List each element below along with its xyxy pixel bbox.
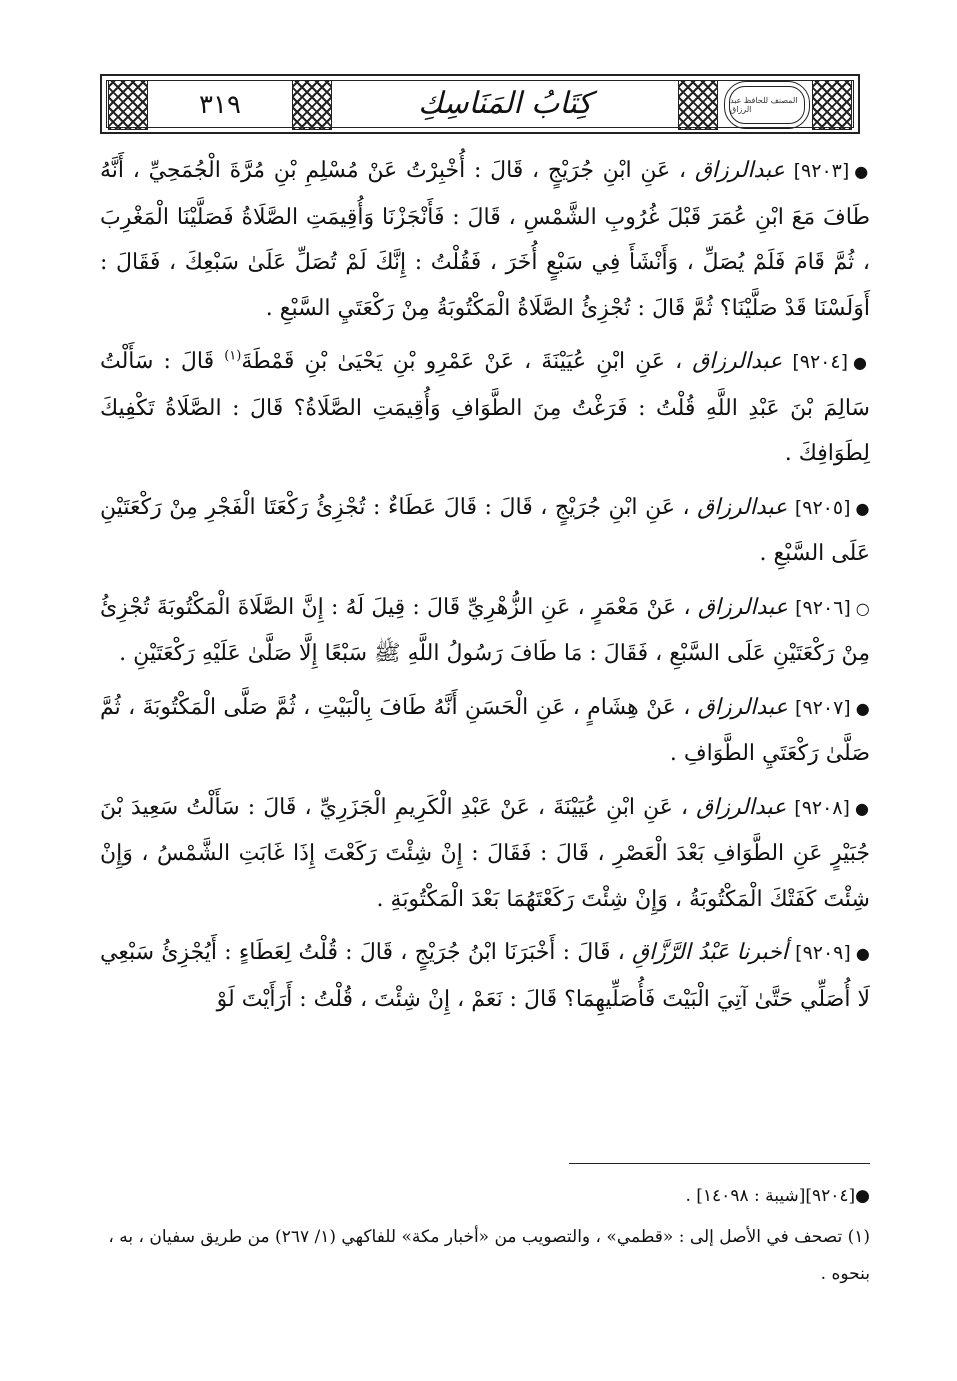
entry-marker: ●	[854, 798, 870, 818]
entry-number: [٩٢٠٦]	[795, 596, 851, 619]
footnote-divider	[569, 1163, 870, 1164]
entry-text: ، عَنِ ابْنِ عُيَيْنَةَ ، عَنْ عَمْرِو بْنِ يَحْيَىٰ بْنِ قَمْطَةَ	[241, 349, 683, 374]
entry-number: [٩٢٠٨]	[794, 796, 850, 819]
hadith-entry	[100, 585, 870, 677]
ornament-right-inner	[678, 80, 718, 130]
entry-number: [٩٢٠٧]	[795, 696, 851, 719]
ornament-right-outer	[812, 80, 852, 130]
entry-text: ، عَنْ مَعْمَرٍ ، عَنِ الزُّهْرِيِّ قَالَ : قِيلَ لَهُ : إِنَّ الصَّلَاةَ الْمَكْتُوبَةَ تُجْزِئُ مِنْ رَكْعَتَيْنِ عَلَى السَّبْعِ ، فَقَالَ : مَا طَافَ رَسُولُ اللَّهِ ﷺ سَبْعًا إِلَّا صَلَّىٰ عَلَيْهِ رَكْعَتَيْنِ .	[100, 594, 870, 666]
hadith-entry	[100, 148, 870, 331]
main-text	[100, 148, 870, 1022]
narrator: عبدالرزاق	[692, 349, 783, 374]
narrator: عبدالرزاق	[697, 694, 788, 720]
book-title: كِتَابُ المَنَاسِكِ	[418, 86, 592, 121]
footnote-reference[interactable]: (١)	[224, 348, 242, 364]
entry-text: ، عَنِ ابْنِ جُرَيْجٍ ، قَالَ : أُخْبِرْتُ عَنْ مُسْلِمِ بْنِ مُرَّةَ الْجُمَحِيِّ ، أَنَّهُ طَافَ مَعَ ابْنِ عُمَرَ قَبْلَ غُرُوبِ الشَّمْسِ ، قَالَ : فَأَنْجَزْنَا وَأُقِيمَتِ الصَّلَاةُ فَصَلَّيْنَا الْمَغْرِبَ ، ثُمَّ قَامَ فَلَمْ يُصَلِّ ، وَأَنْشَأَ فِي سَبْعٍ أُخَرَ ، فَقُلْتُ : إِنَّكَ لَمْ تُصَلِّ عَلَىٰ سَبْعِكَ ، فَقَالَ : أَوَلَسْنَا قَدْ صَلَّيْنَا؟ ثُمَّ قَالَ : تُجْزِئُ الصَّلَاةُ الْمَكْتُوبَةُ مِنْ رَكْعَتَيِ السَّبْعِ .	[100, 158, 870, 321]
entry-text: ، قَالَ : أَخْبَرَنَا ابْنُ جُرَيْجٍ ، قَالَ : قُلْتُ لِعَطَاءٍ : أَيُجْزِئُ سَبْعِي لَا أُصَلِّي حَتَّىٰ آتِيَ الْبَيْتَ فَأُصَلِّيهِمَا؟ قَالَ : نَعَمْ ، إِنْ شِئْتَ ، قُلْتُ : أَرَأَيْتَ لَوْ	[100, 940, 870, 1012]
narrator: أخبرنا عَبْدُ الرَّزَّاقِ	[632, 940, 788, 965]
hadith-entry	[100, 485, 870, 577]
entry-text: ، عَنِ ابْنِ جُرَيْجٍ ، قَالَ : قَالَ عَطَاءٌ : تُجْزِئُ رَكْعَتَا الْفَجْرِ مِنْ رَكْعَتَيْنِ عَلَى السَّبْعِ .	[100, 494, 870, 566]
hadith-entry	[100, 339, 870, 477]
narrator: عبدالرزاق	[694, 158, 785, 183]
entry-number: [٩٢٠٩]	[795, 942, 851, 964]
running-header	[100, 74, 860, 134]
footnote-1: (١) تصحف في الأصل إلى : «قطمي» ، والتصويب من «أخبار مكة» للفاكهي (١/ ٢٦٧) من طريق سفيان ، به ، بنحوه .	[108, 1227, 870, 1284]
entry-text: ، عَنِ ابْنِ عُيَيْنَةَ ، عَنْ عَبْدِ الْكَرِيمِ الْجَزَرِيِّ ، قَالَ : سَأَلْتُ سَعِيدَ بْنَ جُبَيْرٍ عَنِ الطَّوَافِ بَعْدَ الْعَصْرِ ، قَالَ : فَقَالَ : إِنْ شِئْتَ رَكَعْتَ إِذَا غَابَتِ الشَّمْسُ ، وَإِنْ شِئْتَ كَفَتْكَ الْمَكْتُوبَةُ ، وَإِنْ شِئْتَ رَكَعْتَهُمَا بَعْدَ الْمَكْتُوبَةِ .	[100, 794, 870, 912]
hadith-entry	[100, 785, 870, 923]
entry-text-continued: قَالَ : سَأَلْتُ سَالِمَ بْنَ عَبْدِ اللَّهِ قُلْتُ : فَرَغْتُ مِنَ الطَّوَافِ وَأُقِيمَتِ الصَّلَاةُ؟ قَالَ : الصَّلَاةُ تَكْفِيكَ لِطَوَافِكَ .	[100, 349, 870, 466]
hadith-entry	[100, 685, 870, 777]
narrator: عبدالرزاق	[697, 594, 788, 620]
source-reference: ●[٩٢٠٤][شيبة : ١٤٠٩٨] .	[685, 1186, 870, 1206]
entry-marker: ●	[855, 498, 871, 518]
hadith-entry	[100, 930, 870, 1022]
page-number: ٣١٩	[199, 90, 241, 120]
narrator: عبدالرزاق	[696, 794, 787, 820]
publisher-seal	[724, 81, 810, 129]
entry-number: [٩٢٠٣]	[793, 160, 850, 182]
ornament-left-inner	[292, 80, 332, 130]
entry-marker: ●	[855, 944, 871, 963]
entry-number: [٩٢٠٥]	[794, 496, 851, 519]
narrator: عبدالرزاق	[697, 494, 788, 520]
footnotes	[100, 1178, 870, 1297]
entry-number: [٩٢٠٤]	[792, 351, 849, 373]
seal-text: المصنف للحافظ عبد الرزاق	[729, 86, 805, 124]
entry-text: ، عَنْ هِشَامٍ ، عَنِ الْحَسَنِ أَنَّهُ طَافَ بِالْبَيْتِ ، ثُمَّ صَلَّى الْمَكْتُوبَةَ ، ثُمَّ صَلَّىٰ رَكْعَتَيِ الطَّوَافِ .	[100, 694, 870, 766]
entry-marker: ●	[854, 162, 870, 181]
ornament-left-outer	[108, 80, 148, 130]
entry-marker: ●	[853, 353, 871, 372]
entry-marker: ●	[855, 698, 870, 718]
entry-marker: ○	[855, 598, 870, 618]
